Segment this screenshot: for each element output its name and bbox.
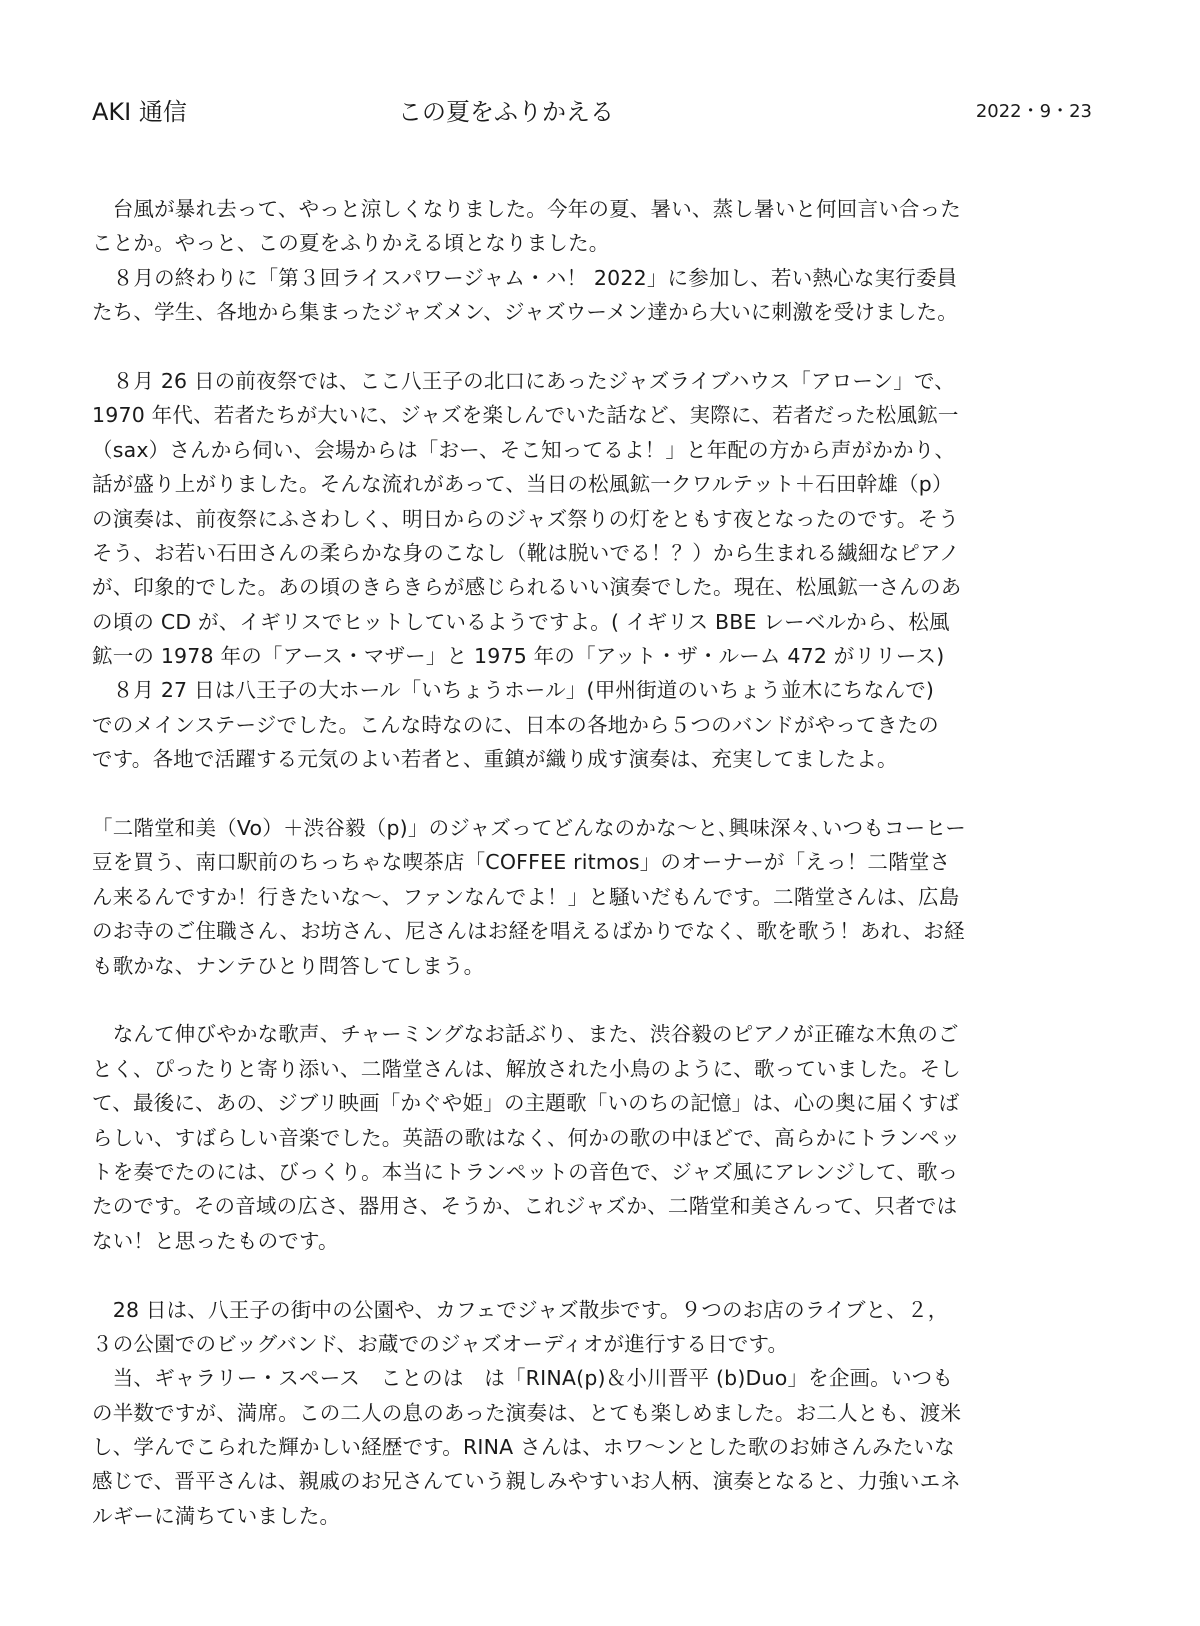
text-line: らしい、すばらしい音楽でした。英語の歌はなく、何かの歌の中ほどで、高らかにトランペッ [92,1125,961,1150]
paragraph [92,811,1126,983]
text-line: 当、ギャラリー・スペース ことのは は「RINA(p)＆小川晋平 (b)Duo」を企画。いつも [92,1366,954,1391]
text-line: ３の公園でのビッグバンド、お蔵でのジャズオーディオが進行する日です。 [92,1331,789,1356]
paragraph-gap [92,777,1126,811]
text-line: の演奏は、前夜祭にふさわしく、明日からのジャズ祭りの灯をともす夜となったのです。そう [92,506,959,531]
text-line: ない！と思ったものです。 [92,1228,339,1253]
paragraph-gap [92,983,1126,1017]
text-line: 「二階堂和美（Vo）＋渋谷毅（p)」のジャズってどんなのかな〜と､興味深々､いつもコーヒー [92,816,966,841]
text-line: も歌かな、ナンテひとり問答してしまう。 [92,953,485,978]
text-line: でのメインステージでした。こんな時なのに、日本の各地から５つのバンドがやってきたの [92,712,939,737]
text-line: とく、ぴったりと寄り添い、二階堂さんは、解放された小鳥のように、歌っていました。そし [92,1056,961,1081]
text-line: たち、学生、各地から集まったジャズメン、ジャズウーメン達から大いに刺激を受けました。 [92,300,958,325]
paragraph [92,192,1126,330]
text-line: トを奏でたのには、びっくり。本当にトランペットの音色で、ジャズ風にアレンジして、歌っ [92,1159,959,1184]
text-line: て、最後に、あの、ジブリ映画「かぐや姫」の主題歌「いのちの記憶」は、心の奥に届くすば [92,1091,960,1116]
text-line: の頃の CD が、イギリスでヒットしているようですよ。( イギリス BBE レーベルから、松風 [92,609,950,634]
document-body [92,192,1126,1533]
paragraph [92,364,1126,777]
text-line: です。各地で活躍する元気のよい若者と、重鎮が織り成す演奏は、充実してましたよ。 [92,747,898,772]
document-header [0,92,1200,132]
document-date: 2022・9・23 [975,101,1092,122]
text-line: 感じで、晋平さんは、親戚のお兄さんていう親しみやすいお人柄、演奏となると、力強いエネ [92,1469,961,1494]
text-line: 台風が暴れ去って、やっと涼しくなりました。今年の夏、暑い、蒸し暑いと何回言い合った [92,197,961,221]
text-line: が、印象的でした。あの頃のきらきらが感じられるいい演奏でした。現在、松風鉱一さんのあ [92,575,962,600]
text-line: 鉱一の 1978 年の「アース・マザー」と 1975 年の「アット・ザ・ルーム 472 がリリース) [92,644,945,669]
text-line: 豆を買う、南口駅前のちっちゃな喫茶店「COFFEE ritmos」のオーナーが「えっ！二階堂さ [92,850,951,875]
text-line: （sax）さんから伺い、会場からは「おー、そこ知ってるよ！」と年配の方から声がかかり、 [92,437,956,462]
text-line: 28 日は、八王子の街中の公園や、カフェでジャズ散歩です。９つのお店のライブと、２， [92,1297,949,1322]
paragraph-gap [92,1258,1126,1292]
paragraph-gap [92,330,1126,364]
text-line: ８月 26 日の前夜祭では、ここ八王子の北口にあったジャズライブハウス「アローン」で、 [92,368,955,393]
text-line: そう、お若い石田さんの柔らかな身のこなし（靴は脱いでる！？）から生まれる繊細なピアノ [92,540,960,565]
text-line: なんて伸びやかな歌声、チャーミングなお話ぶり、また、渋谷毅のピアノが正確な木魚のご [92,1022,959,1047]
text-line: 話が盛り上がりました。そんな流れがあって、当日の松風鉱一クワルテット＋石田幹雄（p） [92,472,953,497]
text-line: ことか。やっと、この夏をふりかえる頃となりました。 [92,231,610,256]
document-title: この夏をふりかえる [398,98,614,126]
text-line: のお寺のご住職さん、お坊さん、尼さんはお経を唱えるばかりでなく、歌を歌う！あれ、お経 [92,919,965,944]
paragraph [92,1293,1126,1534]
text-line: ん来るんですか！行きたいな〜、ファンなんでよ！」と騒いだもんです。二階堂さんは、広島 [92,884,960,909]
text-line: ルギーに満ちていました。 [92,1503,341,1528]
newsletter-name: AKI 通信 [92,98,187,126]
text-line: し、学んでこられた輝かしい経歴です。RINA さんは、ホワ〜ンとした歌のお姉さんみたいな [92,1435,955,1460]
text-line: ８月の終わりに「第３回ライスパワージャム・ハ！ 2022」に参加し、若い熱心な実行委員 [92,265,958,290]
text-line: の半数ですが、満席。この二人の息のあった演奏は、とても楽しめました。お二人とも、渡米 [92,1400,962,1425]
text-line: たのです。その音域の広さ、器用さ、そうか、これジャズか、二階堂和美さんって、只者では [92,1194,958,1219]
text-line: 1970 年代、若者たちが大いに、ジャズを楽しんでいた話など、実際に、若者だった松風鉱一 [92,403,959,428]
paragraph [92,1017,1126,1258]
text-line: ８月 27 日は八王子の大ホール「いちょうホール」(甲州街道のいちょう並木にちなんで) [92,678,935,703]
